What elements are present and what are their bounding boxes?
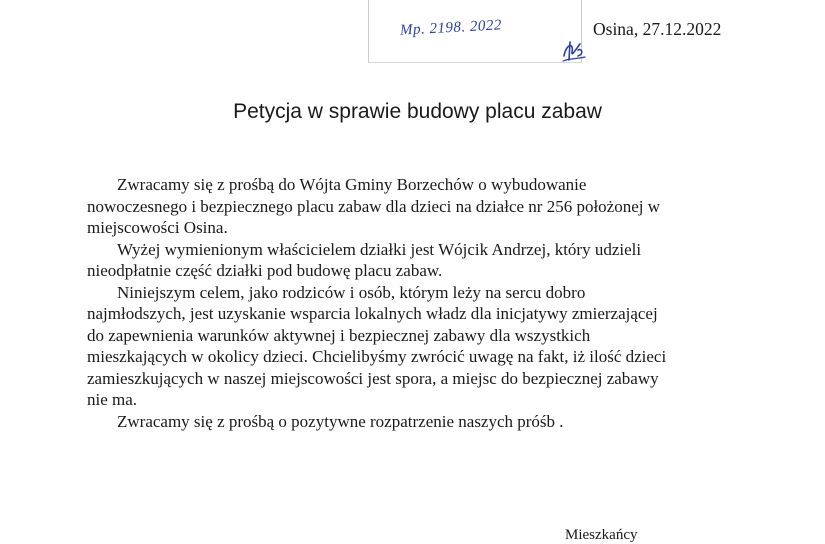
text-line: zamieszkujących w naszej miejscowości jest spora, a miejsc do bezpiecznej zabawy: [87, 368, 659, 388]
text-line: mieszkających w okolicy dzieci. Chcielibyśmy zwrócić uwagę na fakt, iż ilość dzieci: [87, 347, 667, 366]
text-line: Wyżej wymienionym właścicielem działki jest Wójcik Andrzej, który udzieli: [117, 239, 642, 259]
text-line: Zwracamy się z prośbą o pozytywne rozpatrzenie naszych próśb .: [117, 411, 564, 431]
place-and-date: Osina, 27.12.2022: [593, 19, 722, 39]
text-line: Niniejszym celem, jako rodziców i osób, którym leży na sercu dobro: [117, 282, 586, 302]
text-line: nieodpłatnie część działki pod budowę placu zabaw.: [87, 261, 443, 280]
text-line: miejscowości Osina.: [87, 218, 228, 237]
handwritten-initials: [560, 38, 588, 64]
paragraph-3: [87, 282, 767, 411]
registration-number: Mp. 2198. 2022: [399, 17, 503, 39]
paragraph-1: [87, 174, 767, 239]
text-line: najmłodszych, jest uzyskanie wsparcia lokalnych władz dla inicjatywy zmierzającej: [87, 304, 658, 323]
signature-label: Mieszkańcy: [565, 527, 638, 543]
paragraph-4: [117, 411, 767, 433]
text-line: Zwracamy się z prośbą do Wójta Gminy Borzechów o wybudowanie: [117, 175, 587, 194]
paragraph-2: [87, 239, 767, 282]
document-title: Petycja w sprawie budowy placu zabaw: [233, 100, 602, 123]
petition-body: [87, 174, 767, 432]
text-line: do zapewnienia warunków aktywnej i bezpiecznej zabawy dla wszystkich: [87, 325, 591, 345]
text-line: nie ma.: [87, 390, 138, 409]
text-line: nowoczesnego i bezpiecznego placu zabaw dla dzieci na działce nr 256 położonej w: [87, 196, 661, 216]
